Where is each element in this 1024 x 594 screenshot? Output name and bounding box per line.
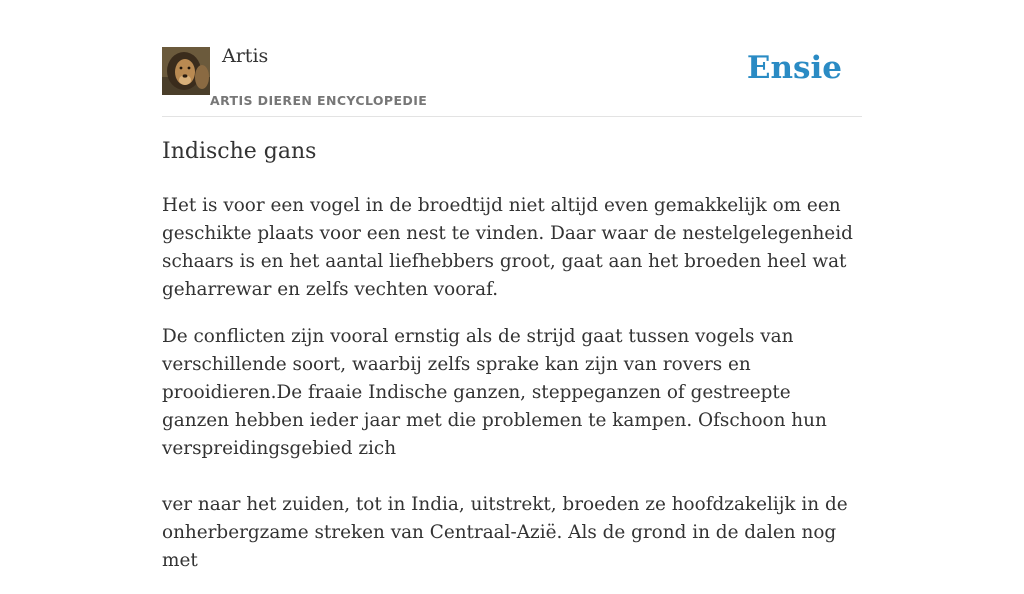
site-subtitle[interactable]: ARTIS DIEREN ENCYCLOPEDIE xyxy=(210,93,428,108)
article-paragraph: De conflicten zijn vooral ernstig als de strijd gaat tussen vogels van verschillende soort, waarbij zelfs sprake kan zijn van rovers en prooidieren.De fraaie Indische ganzen, steppeganzen of gestreepte ganzen hebben ieder jaar met die problemen te kampen. Ofschoon hun verspreidingsgebied zich ver naar het zuiden, tot in India, uitstrekt, broeden ze hoofdzakelijk in de onherbergzame streken van Centraal-Azië. Als de grond in de dalen nog met xyxy=(162,326,848,571)
author-name[interactable]: Artis xyxy=(222,45,269,67)
header xyxy=(162,0,862,117)
lion-avatar-icon xyxy=(162,47,210,95)
article-paragraph: Het is voor een vogel in de broedtijd niet altijd even gemakkelijk om een geschikte plaats voor een nest te vinden. Daar waar de nestelgelegenheid schaars is en het aantal liefhebbers groot, gaat aan het broeden heel wat geharrewar en zelfs vechten vooraf. xyxy=(162,195,853,300)
brand-logo[interactable]: Ensie xyxy=(746,50,842,86)
article-body xyxy=(162,192,862,594)
author-avatar[interactable] xyxy=(162,47,210,95)
article-title: Indische gans xyxy=(162,139,317,164)
